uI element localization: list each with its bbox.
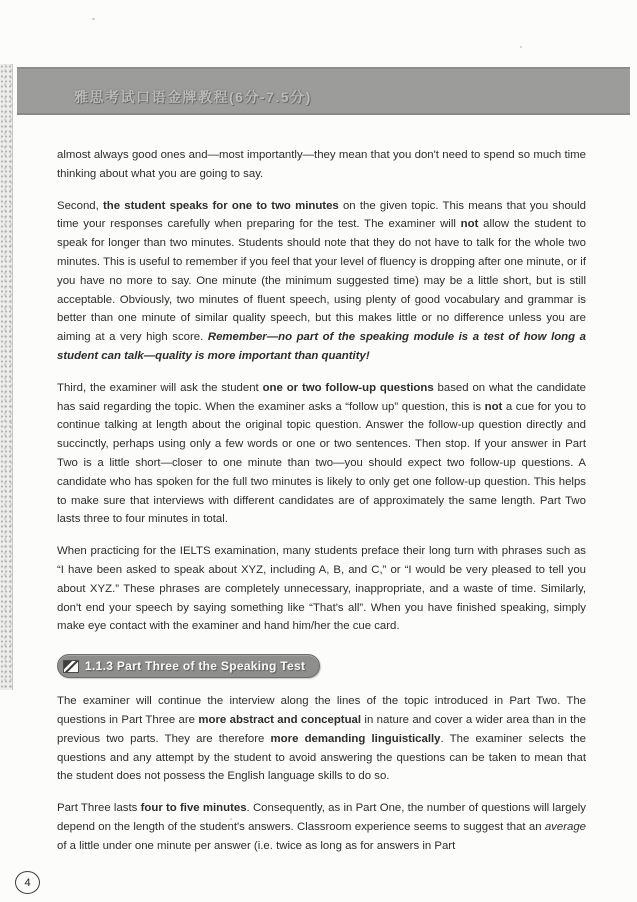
body-paragraph-2: Second, the student speaks for one to two minutes on the given topic. This means that you should time your responses carefully when preparing for the test. The examiner will not allow the student to speak for longer than two minutes. Students should note that they do not have to talk for the whole two minutes. This is useful to remember if you feel that your level of fluency is dropping after one minute, or if you have no more to say. One minute (the minimum suggested time) may be a little short, but is still acceptable. Obviously, two minutes of fluent speech, using plenty of good vocabulary and grammar is better than one minute of similar quality speech, but this makes little or no difference unless you are aiming at a very high score. Remember—no part of the speaking module is a test of how long a student can talk—quality is more important than quantity! — [57, 199, 587, 362]
page-number-circle — [15, 871, 40, 894]
diagonal-stripe-icon — [63, 660, 79, 673]
binding-texture-strip — [0, 64, 13, 690]
body-paragraph-3: Third, the examiner will ask the student one or two follow-up questions based on what the candidate has said regarding the topic. When the examiner asks a “follow up” question, this is not a cue for you to continue talking at length about the original topic question. Answer the follow-up question directly and succinctly, perhaps using only a few words or one or two sentences. Then stop. If your answer in Part Two is a little short—closer to one minute than two—you should expect two follow-up questions. A candidate who has spoken for the full two minutes is likely to only get one follow-up question. This helps to make sure that interviews with different candidates are of approximately the same length. Part Two lasts three to four minutes in total. — [57, 381, 587, 526]
body-paragraph-1: almost always good ones and—most importantly—they mean that you don't need to spend so much time thinking about what you are going to say. — [57, 149, 586, 180]
chapter-header-banner — [17, 67, 630, 115]
page-number-value: 4 — [24, 876, 31, 889]
section-heading-text: 1.1.3 Part Three of the Speaking Test — [85, 659, 306, 674]
page-body — [57, 146, 586, 869]
scan-speckle — [520, 46, 522, 48]
chapter-header-title: 雅思考试口语金牌教程(6分-7.5分) — [74, 89, 312, 105]
body-paragraph-5: The examiner will continue the interview along the lines of the topic introduced in Part Two. The questions in Part Three are more abstract and conceptual in nature and cover a wider area than in the previous two parts. They are therefore more demanding linguistically. The examiner selects the questions and any attempt by the student to avoid answering the questions can be taken to mean that the student does not possess the English language skills to do so. — [57, 695, 587, 783]
scan-speckle — [92, 18, 95, 20]
body-paragraph-6: Part Three lasts four to five minutes. Consequently, as in Part One, the number of questions will largely depend on the length of the student's answers. Classroom experience seems to suggest that an average of a little under one minute per answer (i.e. twice as long as for answers in Part — [57, 802, 586, 852]
scan-speckle — [10, 422, 13, 424]
section-heading-badge — [57, 654, 320, 678]
body-paragraph-4: When practicing for the IELTS examination, many students preface their long turn with phrases such as “I have been asked to speak about XYZ, including A, B, and C,” or “I would be very pleased to tell you about XYZ.” These phrases are completely unnecessary, inappropriate, and a waste of time. Similarly, don't end your speech by saying something like “That's all”. When you have finished speaking, simply make eye contact with the examiner and hand him/her the cue card. — [57, 545, 586, 633]
